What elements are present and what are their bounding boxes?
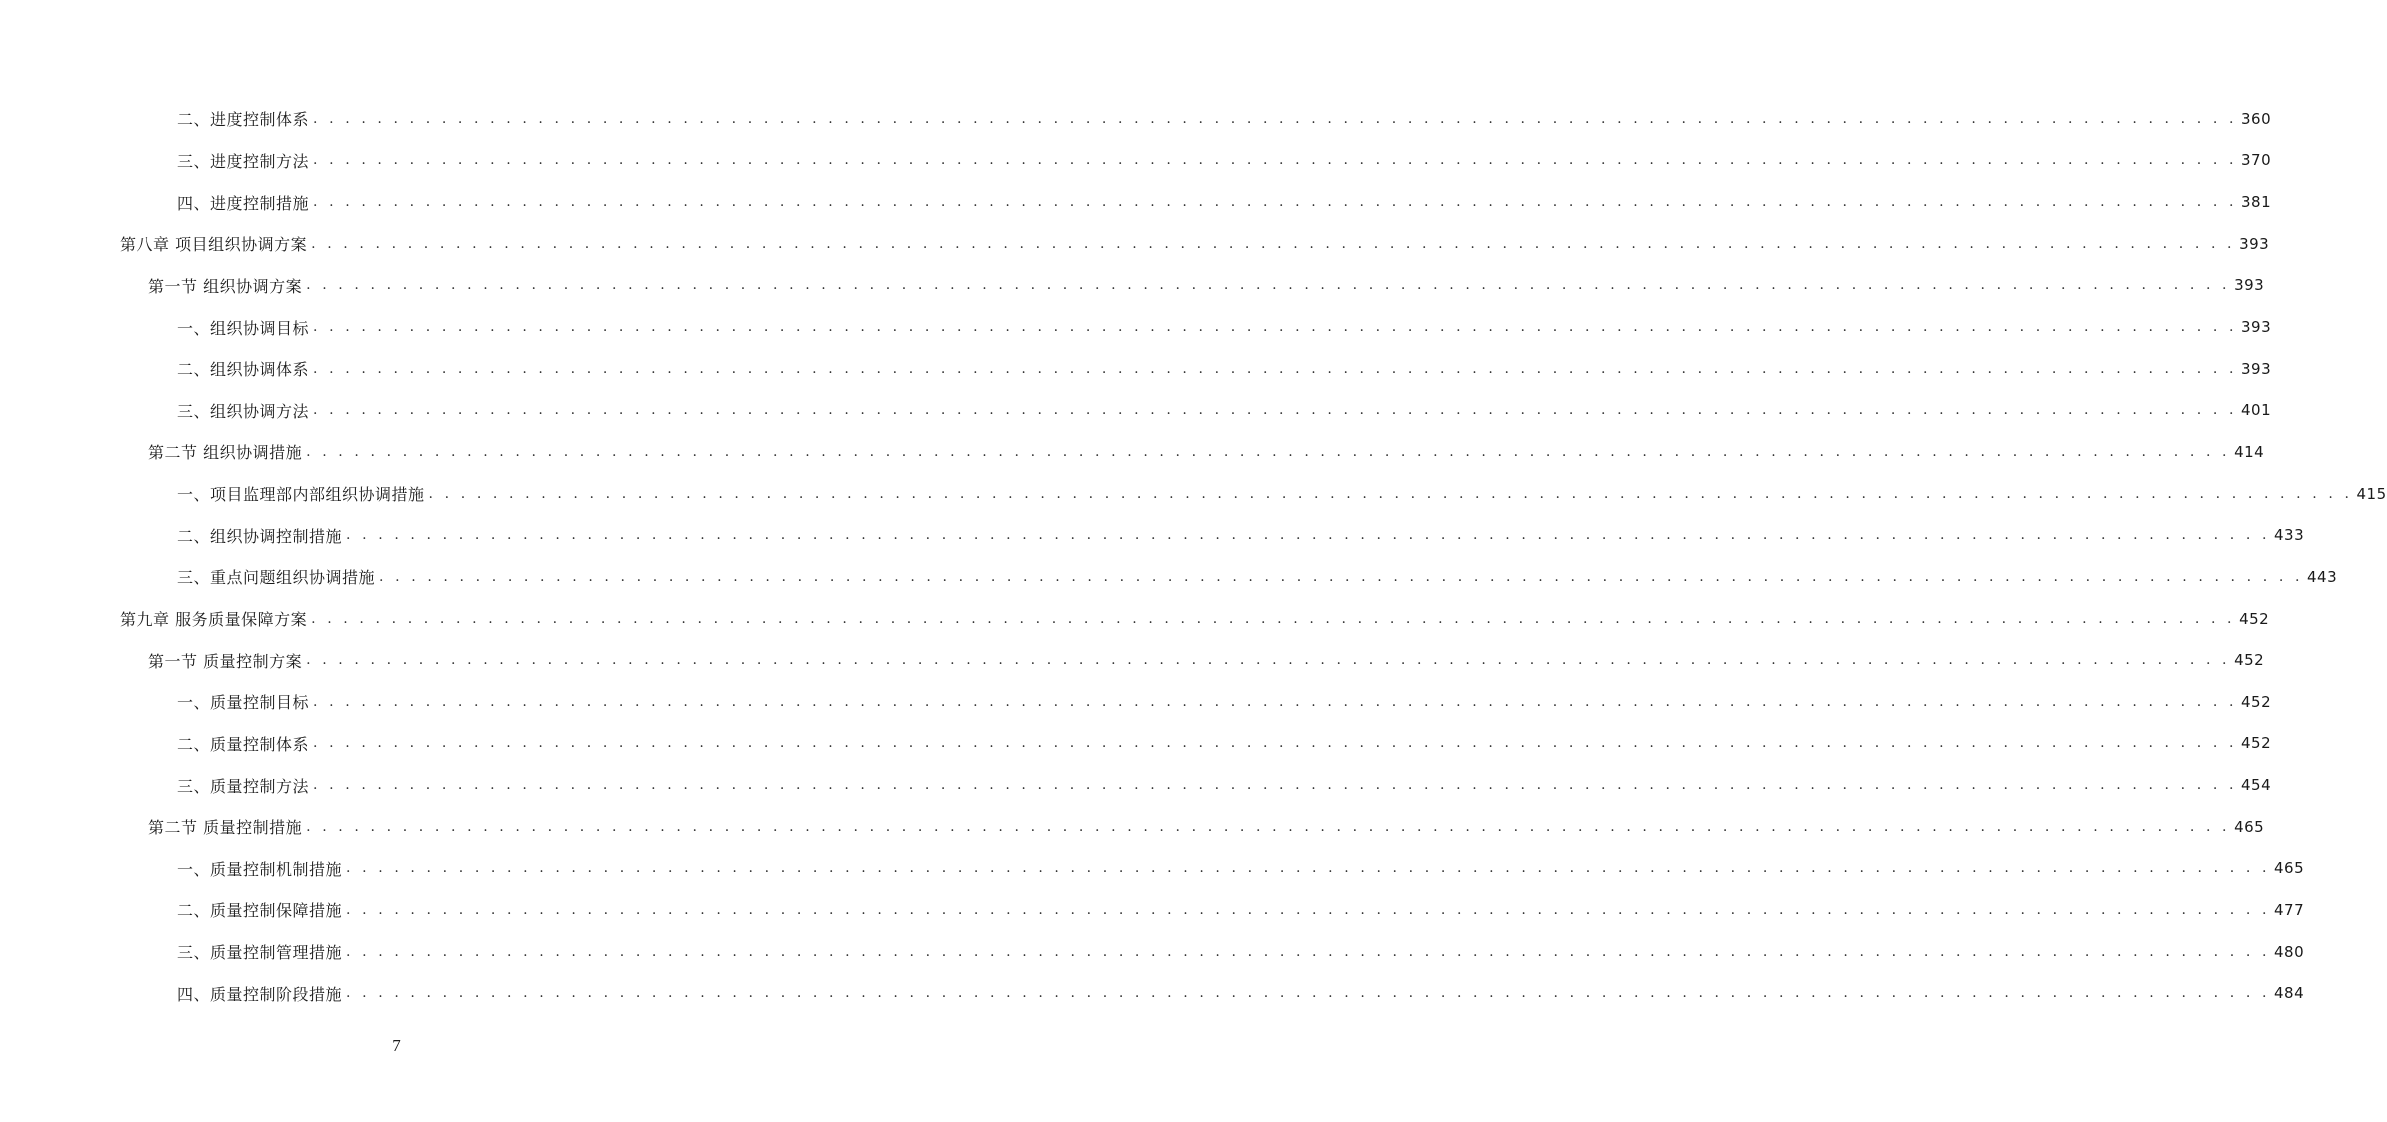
dot-leader: . . . . . . . . . . . . . . . . . . . . . . . . . . . . . . . . . . . . . . . . . . . . . . . . . . . . . . . . . . . . . . . . . . . . . . . . . . . . . . . . . . . . . . . . . . . . . . . . . . . . . . . . . . . . . . . . . . . . . . . . <box>346 860 2271 877</box>
toc-entry[interactable] <box>0 98 2272 140</box>
toc-entry-page: 393 <box>2241 318 2272 337</box>
toc-entry-page: 484 <box>2274 984 2305 1003</box>
dot-leader: . . . . . . . . . . . . . . . . . . . . . . . . . . . . . . . . . . . . . . . . . . . . . . . . . . . . . . . . . . . . . . . . . . . . . . . . . . . . . . . . . . . . . . . . . . . . . . . . . . . . . . . . . . . . . . . . . . . . . . . . <box>313 110 2238 127</box>
toc-entry[interactable] <box>0 723 2272 765</box>
dot-leader: . . . . . . . . . . . . . . . . . . . . . . . . . . . . . . . . . . . . . . . . . . . . . . . . . . . . . . . . . . . . . . . . . . . . . . . . . . . . . . . . . . . . . . . . . . . . . . . . . . . . . . . . . . . . . . . . . . . . . . . . <box>313 319 2238 336</box>
toc-entry[interactable] <box>0 348 2272 390</box>
toc-entry-page: 370 <box>2241 151 2272 170</box>
dot-leader: . . . . . . . . . . . . . . . . . . . . . . . . . . . . . . . . . . . . . . . . . . . . . . . . . . . . . . . . . . . . . . . . . . . . . . . . . . . . . . . . . . . . . . . . . . . . . . . . . . . . . . . . . . . . . . . . . . . . . . . . <box>313 735 2238 752</box>
toc-entry-label: 第二节 质量控制措施 <box>148 815 304 838</box>
toc-entry[interactable] <box>0 556 2338 598</box>
dot-leader: . . . . . . . . . . . . . . . . . . . . . . . . . . . . . . . . . . . . . . . . . . . . . . . . . . . . . . . . . . . . . . . . . . . . . . . . . . . . . . . . . . . . . . . . . . . . . . . . . . . . . . . . . . . . . . . . . . . . . . . . <box>346 527 2271 544</box>
toc-entry-label: 二、组织协调体系 <box>177 357 311 380</box>
toc-entry-label: 二、质量控制保障措施 <box>177 898 344 921</box>
toc-entry-page: 465 <box>2234 817 2265 836</box>
toc-entry[interactable] <box>0 931 2305 973</box>
toc-entry-label: 三、进度控制方法 <box>177 149 311 172</box>
dot-leader: . . . . . . . . . . . . . . . . . . . . . . . . . . . . . . . . . . . . . . . . . . . . . . . . . . . . . . . . . . . . . . . . . . . . . . . . . . . . . . . . . . . . . . . . . . . . . . . . . . . . . . . . . . . . . . . . . . . . . . . . <box>346 901 2271 918</box>
dot-leader: . . . . . . . . . . . . . . . . . . . . . . . . . . . . . . . . . . . . . . . . . . . . . . . . . . . . . . . . . . . . . . . . . . . . . . . . . . . . . . . . . . . . . . . . . . . . . . . . . . . . . . . . . . . . . . . . . . . . . . . . <box>306 277 2231 294</box>
dot-leader: . . . . . . . . . . . . . . . . . . . . . . . . . . . . . . . . . . . . . . . . . . . . . . . . . . . . . . . . . . . . . . . . . . . . . . . . . . . . . . . . . . . . . . . . . . . . . . . . . . . . . . . . . . . . . . . . . . . . . . . . <box>313 194 2238 211</box>
toc-entry-page: 480 <box>2274 942 2305 961</box>
toc-entry[interactable] <box>0 889 2305 931</box>
toc-entry[interactable] <box>0 514 2305 556</box>
page-number: 7 <box>392 1036 401 1055</box>
toc-entry-page: 393 <box>2241 359 2272 378</box>
toc-entry-label: 四、质量控制阶段措施 <box>177 982 344 1005</box>
toc-entry[interactable] <box>0 639 2265 681</box>
dot-leader: . . . . . . . . . . . . . . . . . . . . . . . . . . . . . . . . . . . . . . . . . . . . . . . . . . . . . . . . . . . . . . . . . . . . . . . . . . . . . . . . . . . . . . . . . . . . . . . . . . . . . . . . . . . . . . . . . . . . . . . . <box>311 235 2236 252</box>
toc-entry-label: 二、进度控制体系 <box>177 107 311 130</box>
toc-entry-page: 415 <box>2356 484 2387 503</box>
toc-entry-label: 一、质量控制机制措施 <box>177 857 344 880</box>
dot-leader: . . . . . . . . . . . . . . . . . . . . . . . . . . . . . . . . . . . . . . . . . . . . . . . . . . . . . . . . . . . . . . . . . . . . . . . . . . . . . . . . . . . . . . . . . . . . . . . . . . . . . . . . . . . . . . . . . . . . . . . . <box>346 985 2271 1002</box>
toc-entry[interactable] <box>0 806 2265 848</box>
toc-entry-page: 433 <box>2274 526 2305 545</box>
toc-entry[interactable] <box>0 972 2305 1014</box>
toc-entry[interactable] <box>0 598 2270 640</box>
toc-entry-label: 三、质量控制管理措施 <box>177 940 344 963</box>
dot-leader: . . . . . . . . . . . . . . . . . . . . . . . . . . . . . . . . . . . . . . . . . . . . . . . . . . . . . . . . . . . . . . . . . . . . . . . . . . . . . . . . . . . . . . . . . . . . . . . . . . . . . . . . . . . . . . . . . . . . . . . . <box>346 943 2271 960</box>
dot-leader: . . . . . . . . . . . . . . . . . . . . . . . . . . . . . . . . . . . . . . . . . . . . . . . . . . . . . . . . . . . . . . . . . . . . . . . . . . . . . . . . . . . . . . . . . . . . . . . . . . . . . . . . . . . . . . . . . . . . . . . . <box>313 152 2238 169</box>
toc-entry-label: 第九章 服务质量保障方案 <box>120 607 309 630</box>
toc-entry-page: 452 <box>2239 609 2270 628</box>
toc-entry-label: 一、质量控制目标 <box>177 690 311 713</box>
toc-entry-label: 一、组织协调目标 <box>177 316 311 339</box>
toc-entry[interactable] <box>0 389 2272 431</box>
toc-entry-label: 二、质量控制体系 <box>177 732 311 755</box>
toc-entry-page: 393 <box>2239 234 2270 253</box>
toc-entry-label: 二、组织协调控制措施 <box>177 524 344 547</box>
toc-entry[interactable] <box>0 681 2272 723</box>
dot-leader: . . . . . . . . . . . . . . . . . . . . . . . . . . . . . . . . . . . . . . . . . . . . . . . . . . . . . . . . . . . . . . . . . . . . . . . . . . . . . . . . . . . . . . . . . . . . . . . . . . . . . . . . . . . . . . . . . . . . . . . . <box>311 610 2236 627</box>
toc-entry[interactable] <box>0 223 2270 265</box>
toc-entry[interactable] <box>0 848 2305 890</box>
dot-leader: . . . . . . . . . . . . . . . . . . . . . . . . . . . . . . . . . . . . . . . . . . . . . . . . . . . . . . . . . . . . . . . . . . . . . . . . . . . . . . . . . . . . . . . . . . . . . . . . . . . . . . . . . . . . . . . . . . . . . . . . <box>313 360 2238 377</box>
toc-entry-page: 465 <box>2274 859 2305 878</box>
dot-leader: . . . . . . . . . . . . . . . . . . . . . . . . . . . . . . . . . . . . . . . . . . . . . . . . . . . . . . . . . . . . . . . . . . . . . . . . . . . . . . . . . . . . . . . . . . . . . . . . . . . . . . . . . . . . . . . . . . . . . . . . <box>428 485 2353 502</box>
toc-entry-label: 第二节 组织协调措施 <box>148 440 304 463</box>
toc-entry-page: 360 <box>2241 109 2272 128</box>
toc-entry-page: 477 <box>2274 900 2305 919</box>
toc-entry[interactable] <box>0 181 2272 223</box>
toc-entry-page: 452 <box>2241 734 2272 753</box>
toc-entry-page: 443 <box>2307 567 2338 586</box>
dot-leader: . . . . . . . . . . . . . . . . . . . . . . . . . . . . . . . . . . . . . . . . . . . . . . . . . . . . . . . . . . . . . . . . . . . . . . . . . . . . . . . . . . . . . . . . . . . . . . . . . . . . . . . . . . . . . . . . . . . . . . . . <box>306 652 2231 669</box>
toc-entry[interactable] <box>0 140 2272 182</box>
toc-entry[interactable] <box>0 431 2265 473</box>
toc-entry-label: 一、项目监理部内部组织协调措施 <box>177 482 427 505</box>
toc-entry[interactable] <box>0 306 2272 348</box>
dot-leader: . . . . . . . . . . . . . . . . . . . . . . . . . . . . . . . . . . . . . . . . . . . . . . . . . . . . . . . . . . . . . . . . . . . . . . . . . . . . . . . . . . . . . . . . . . . . . . . . . . . . . . . . . . . . . . . . . . . . . . . . <box>306 818 2231 835</box>
toc-entry-page: 381 <box>2241 193 2272 212</box>
toc-entry-label: 第一节 组织协调方案 <box>148 274 304 297</box>
toc-entry[interactable] <box>0 473 2387 515</box>
toc-entry-page: 452 <box>2234 651 2265 670</box>
toc-entry-label: 第八章 项目组织协调方案 <box>120 232 309 255</box>
dot-leader: . . . . . . . . . . . . . . . . . . . . . . . . . . . . . . . . . . . . . . . . . . . . . . . . . . . . . . . . . . . . . . . . . . . . . . . . . . . . . . . . . . . . . . . . . . . . . . . . . . . . . . . . . . . . . . . . . . . . . . . . <box>306 443 2231 460</box>
toc-entry-page: 414 <box>2234 442 2265 461</box>
dot-leader: . . . . . . . . . . . . . . . . . . . . . . . . . . . . . . . . . . . . . . . . . . . . . . . . . . . . . . . . . . . . . . . . . . . . . . . . . . . . . . . . . . . . . . . . . . . . . . . . . . . . . . . . . . . . . . . . . . . . . . . . <box>313 693 2238 710</box>
toc-entry-page: 454 <box>2241 776 2272 795</box>
toc-entry-page: 393 <box>2234 276 2265 295</box>
toc-entry-page: 401 <box>2241 401 2272 420</box>
table-of-contents <box>0 98 2387 1014</box>
toc-entry-label: 三、重点问题组织协调措施 <box>177 565 377 588</box>
toc-entry[interactable] <box>0 764 2272 806</box>
toc-entry-label: 第一节 质量控制方案 <box>148 649 304 672</box>
toc-entry-label: 三、组织协调方法 <box>177 399 311 422</box>
toc-entry-label: 四、进度控制措施 <box>177 191 311 214</box>
dot-leader: . . . . . . . . . . . . . . . . . . . . . . . . . . . . . . . . . . . . . . . . . . . . . . . . . . . . . . . . . . . . . . . . . . . . . . . . . . . . . . . . . . . . . . . . . . . . . . . . . . . . . . . . . . . . . . . . . . . . . . . . <box>313 402 2238 419</box>
toc-entry-page: 452 <box>2241 692 2272 711</box>
toc-entry-label: 三、质量控制方法 <box>177 774 311 797</box>
toc-entry[interactable] <box>0 265 2265 307</box>
dot-leader: . . . . . . . . . . . . . . . . . . . . . . . . . . . . . . . . . . . . . . . . . . . . . . . . . . . . . . . . . . . . . . . . . . . . . . . . . . . . . . . . . . . . . . . . . . . . . . . . . . . . . . . . . . . . . . . . . . . . . . . . <box>313 777 2238 794</box>
dot-leader: . . . . . . . . . . . . . . . . . . . . . . . . . . . . . . . . . . . . . . . . . . . . . . . . . . . . . . . . . . . . . . . . . . . . . . . . . . . . . . . . . . . . . . . . . . . . . . . . . . . . . . . . . . . . . . . . . . . . . . . . <box>379 568 2304 585</box>
